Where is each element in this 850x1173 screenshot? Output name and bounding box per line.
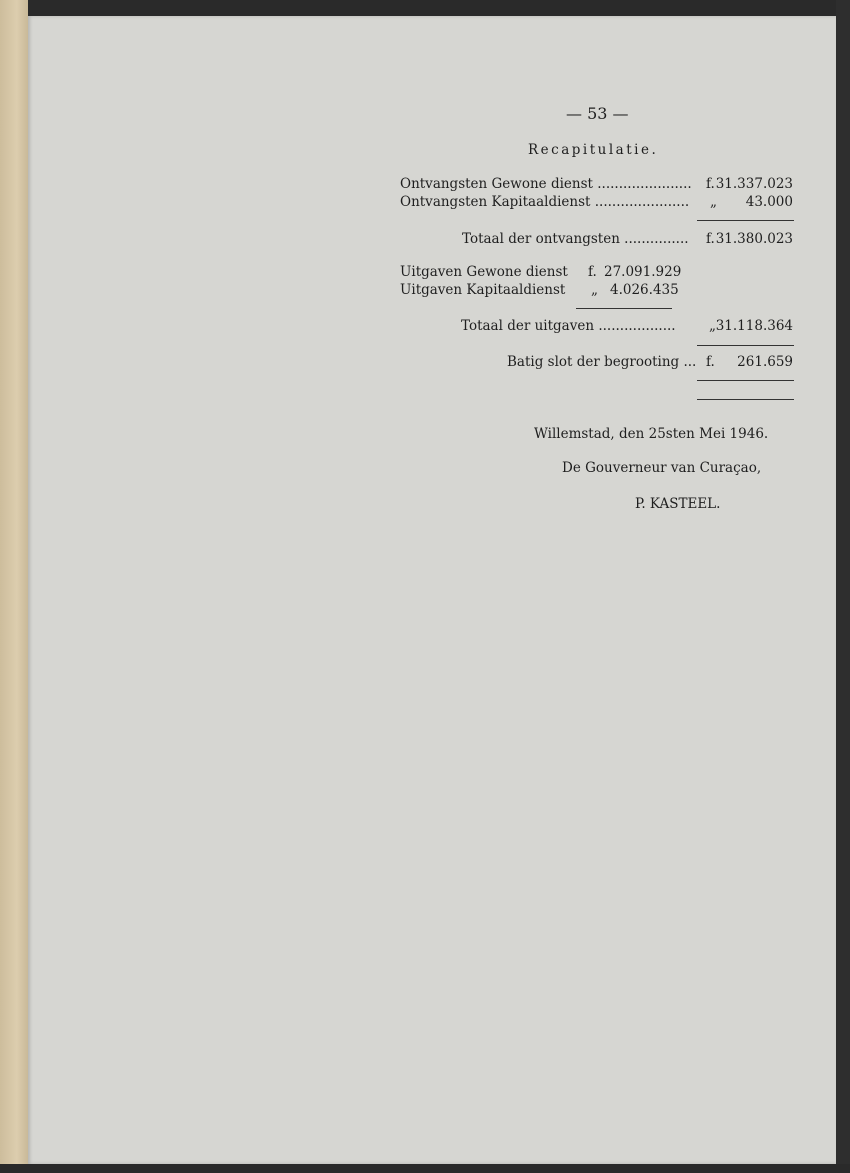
expense-row-label: Uitgaven Gewone dienst [400,264,568,280]
signatory-title: De Gouverneur van Curaçao, [562,460,762,476]
adjacent-page-edge [0,0,28,1173]
expenses-total-currency: „ [709,318,716,334]
sum-rule [697,220,794,221]
double-rule-top [697,380,794,381]
receipt-row-currency: „ [710,194,717,210]
section-title: Recapitulatie. [528,142,659,158]
expenses-total-amount: 31.118.364 [715,318,793,334]
receipts-total-label: Totaal der ontvangsten ............... [462,231,689,247]
sum-rule [697,345,794,346]
page-number: — 53 — [566,104,629,123]
receipts-total-amount: 31.380.023 [715,231,793,247]
receipt-row-currency: f. [706,176,715,192]
expenses-total-label: Totaal der uitgaven .................. [461,318,676,334]
scan-border-right [836,0,850,1173]
double-rule-bottom [697,399,794,400]
receipts-total-currency: f. [706,231,715,247]
receipt-row-amount: 43.000 [745,194,793,210]
signatory-name: P. KASTEEL. [635,496,721,512]
receipt-row-label: Ontvangsten Gewone dienst ...................... [400,176,692,192]
receipt-row-label: Ontvangsten Kapitaaldienst ...................... [400,194,690,210]
scan-border-bottom [0,1164,850,1173]
place-date: Willemstad, den 25sten Mei 1946. [534,426,769,442]
balance-amount: 261.659 [737,354,793,370]
balance-label: Batig slot der begrooting ... [507,354,697,370]
scan-border-top [0,0,850,16]
receipt-row-amount: 31.337.023 [715,176,793,192]
balance-currency: f. [706,354,715,370]
expense-row-label: Uitgaven Kapitaaldienst [400,282,566,298]
expense-row-amount: 4.026.435 [610,282,679,298]
sum-rule [576,308,672,309]
expense-row-currency: „ [591,282,598,298]
expense-row-currency: f. [588,264,597,280]
expense-row-amount: 27.091.929 [604,264,682,280]
